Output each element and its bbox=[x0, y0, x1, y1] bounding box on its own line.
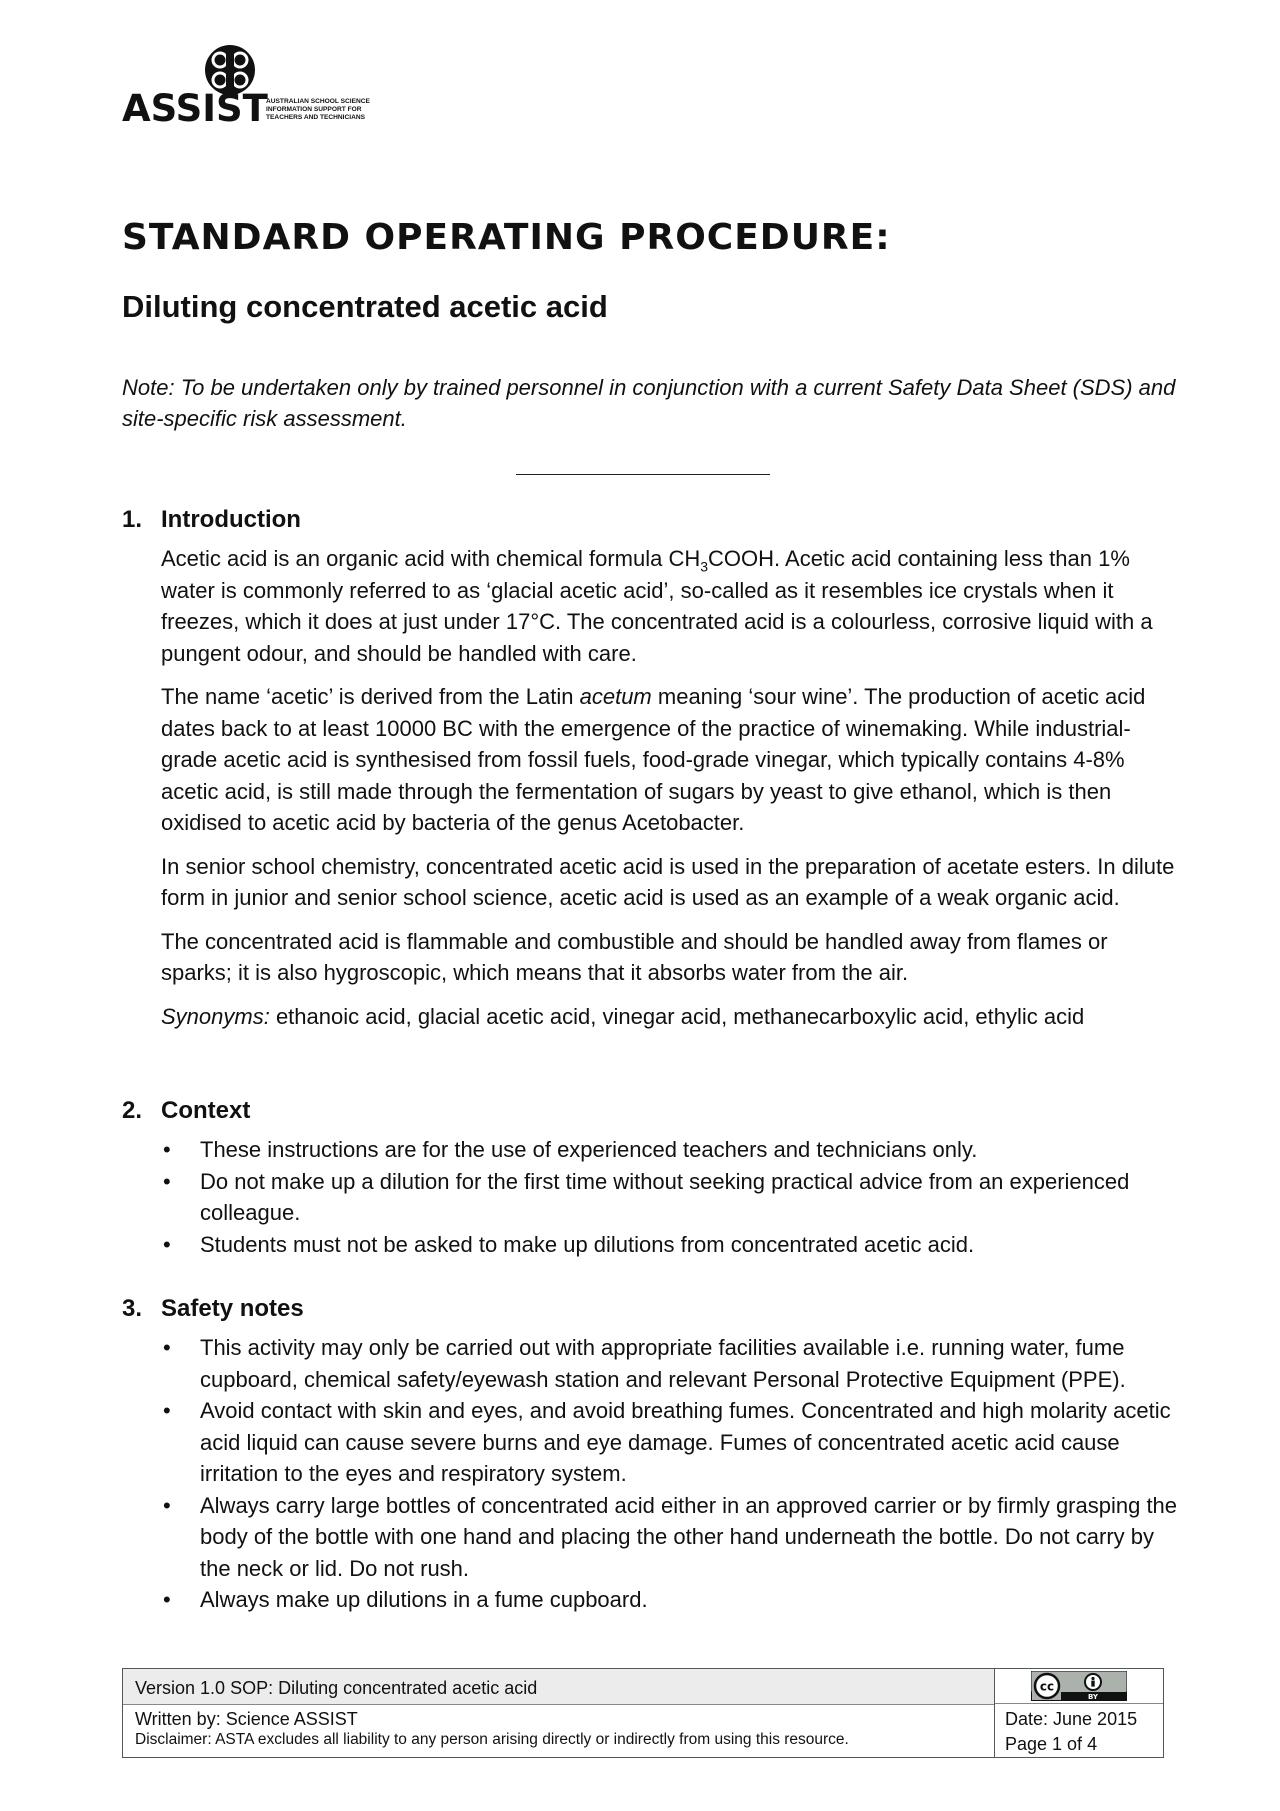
paragraph: Acetic acid is an organic acid with chemical formula $CH_3COOH$. Acetic acid containing less than 1% water is commonly referred to as ‘glacial acetic acid’, so-called as it resembles ice crystals when it freezes, which it does at just under 17°C. The concentrated acid is a colourless, corrosive liquid with a pungent odour, and should be handled with care. bbox=[161, 546, 1153, 666]
section-number: 3. bbox=[122, 1295, 143, 1322]
list-item: • Always carry large bottles of concentrated acid either in an approved carrier or by firmly grasping the body of the bottle with one hand and placing the other hand underneath the bottle. Do not carry by the neck or lid. Do not rush. bbox=[163, 1492, 1178, 1581]
paragraph: In senior school chemistry, concentrated acetic acid is used in the preparation of acetate esters. In dilute form in junior and senior school science, acetic acid is used as an example of a weak organic acid. bbox=[161, 853, 1175, 910]
section-title: Context bbox=[161, 1097, 251, 1124]
footer-date: Date: June 2015 bbox=[1005, 1709, 1138, 1729]
safety-list bbox=[161, 1332, 1182, 1616]
divider bbox=[516, 474, 770, 475]
section-heading bbox=[122, 1096, 1182, 1126]
list-item: • Always make up dilutions in a fume cupboard. bbox=[163, 1587, 648, 1612]
section-title: Safety notes bbox=[161, 1295, 304, 1322]
section-heading bbox=[122, 505, 1182, 535]
logo-tagline-line: TEACHERS AND TECHNICIANS bbox=[266, 114, 366, 121]
footer-disclaimer: Disclaimer: ASTA excludes all liability to any person arising directly or indirectly from using this resource. bbox=[135, 1731, 849, 1748]
context-list bbox=[161, 1134, 1182, 1260]
paragraph: The concentrated acid is flammable and combustible and should be handled away from flames or sparks; it is also hygroscopic, which means that it absorbs water from the air. bbox=[161, 928, 1108, 985]
logo-tagline-line: INFORMATION SUPPORT FOR bbox=[266, 106, 362, 113]
document-footer bbox=[122, 1668, 1164, 1758]
section-number: 1. bbox=[122, 506, 143, 533]
section-number: 2. bbox=[122, 1097, 143, 1124]
page-title: STANDARD OPERATING PROCEDURE: bbox=[122, 217, 891, 258]
footer-author: Written by: Science ASSIST bbox=[135, 1709, 358, 1729]
usage-note: Note: To be undertaken only by trained personnel in conjunction with a current Safety Data Sheet (SDS) and site-specific risk assessment. bbox=[122, 375, 1176, 431]
list-item: • Avoid contact with skin and eyes, and avoid breathing fumes. Concentrated and high molarity acetic acid liquid can cause severe burns and eye damage. Fumes of concentrated acetic acid cause irritation to the eyes and respiratory system. bbox=[163, 1398, 1171, 1486]
page-subtitle: Diluting concentrated acetic acid bbox=[122, 289, 608, 324]
section-introduction bbox=[122, 505, 1182, 1044]
list-item: • Students must not be asked to make up dilutions from concentrated acetic acid. bbox=[163, 1231, 975, 1257]
footer-version: Version 1.0 SOP: Diluting concentrated acetic acid bbox=[123, 1669, 994, 1705]
section-heading bbox=[122, 1294, 1182, 1324]
logo-tagline bbox=[266, 98, 370, 122]
synonyms-label: Synonyms: bbox=[161, 1003, 270, 1029]
logo-tagline-line: AUSTRALIAN SCHOOL SCIENCE bbox=[266, 98, 370, 105]
synonyms-paragraph: Synonyms: ethanoic acid, glacial acetic acid, vinegar acid, methanecarboxylic acid, ethylic acid bbox=[161, 1003, 1085, 1029]
svg-text:cc: cc bbox=[1039, 1679, 1055, 1694]
section-title: Introduction bbox=[161, 506, 301, 533]
list-item: • Do not make up a dilution for the first time without seeking practical advice from an experienced colleague. bbox=[163, 1168, 1130, 1225]
list-item: • These instructions are for the use of experienced teachers and technicians only. bbox=[163, 1137, 978, 1162]
logo-wordmark: ASSIST bbox=[122, 87, 268, 130]
section-context bbox=[122, 1096, 1182, 1260]
paragraph: The name ‘acetic’ is derived from the Latin acetum meaning ‘sour wine’. The production of acetic acid dates back to at least 10000 BC with the emergence of the practice of winemaking. While industrial-grade acetic acid is synthesised from fossil fuels, food-grade vinegar, which typically contains 4-8% acetic acid, is still made through the fermentation of sugars by yeast to give ethanol, which is then oxidised to acetic acid by bacteria of the genus Acetobacter. bbox=[161, 684, 1146, 835]
svg-text:BY: BY bbox=[1087, 1693, 1099, 1701]
list-item: • This activity may only be carried out with appropriate facilities available i.e. running water, fume cupboard, chemical safety/eyewash station and relevant Personal Protective Equipment (PPE). bbox=[163, 1335, 1126, 1392]
assist-logo bbox=[122, 44, 372, 134]
footer-page-number: Page 1 of 4 bbox=[1005, 1734, 1098, 1754]
creative-commons-by-icon bbox=[1031, 1671, 1127, 1701]
section-safety-notes bbox=[122, 1294, 1182, 1616]
